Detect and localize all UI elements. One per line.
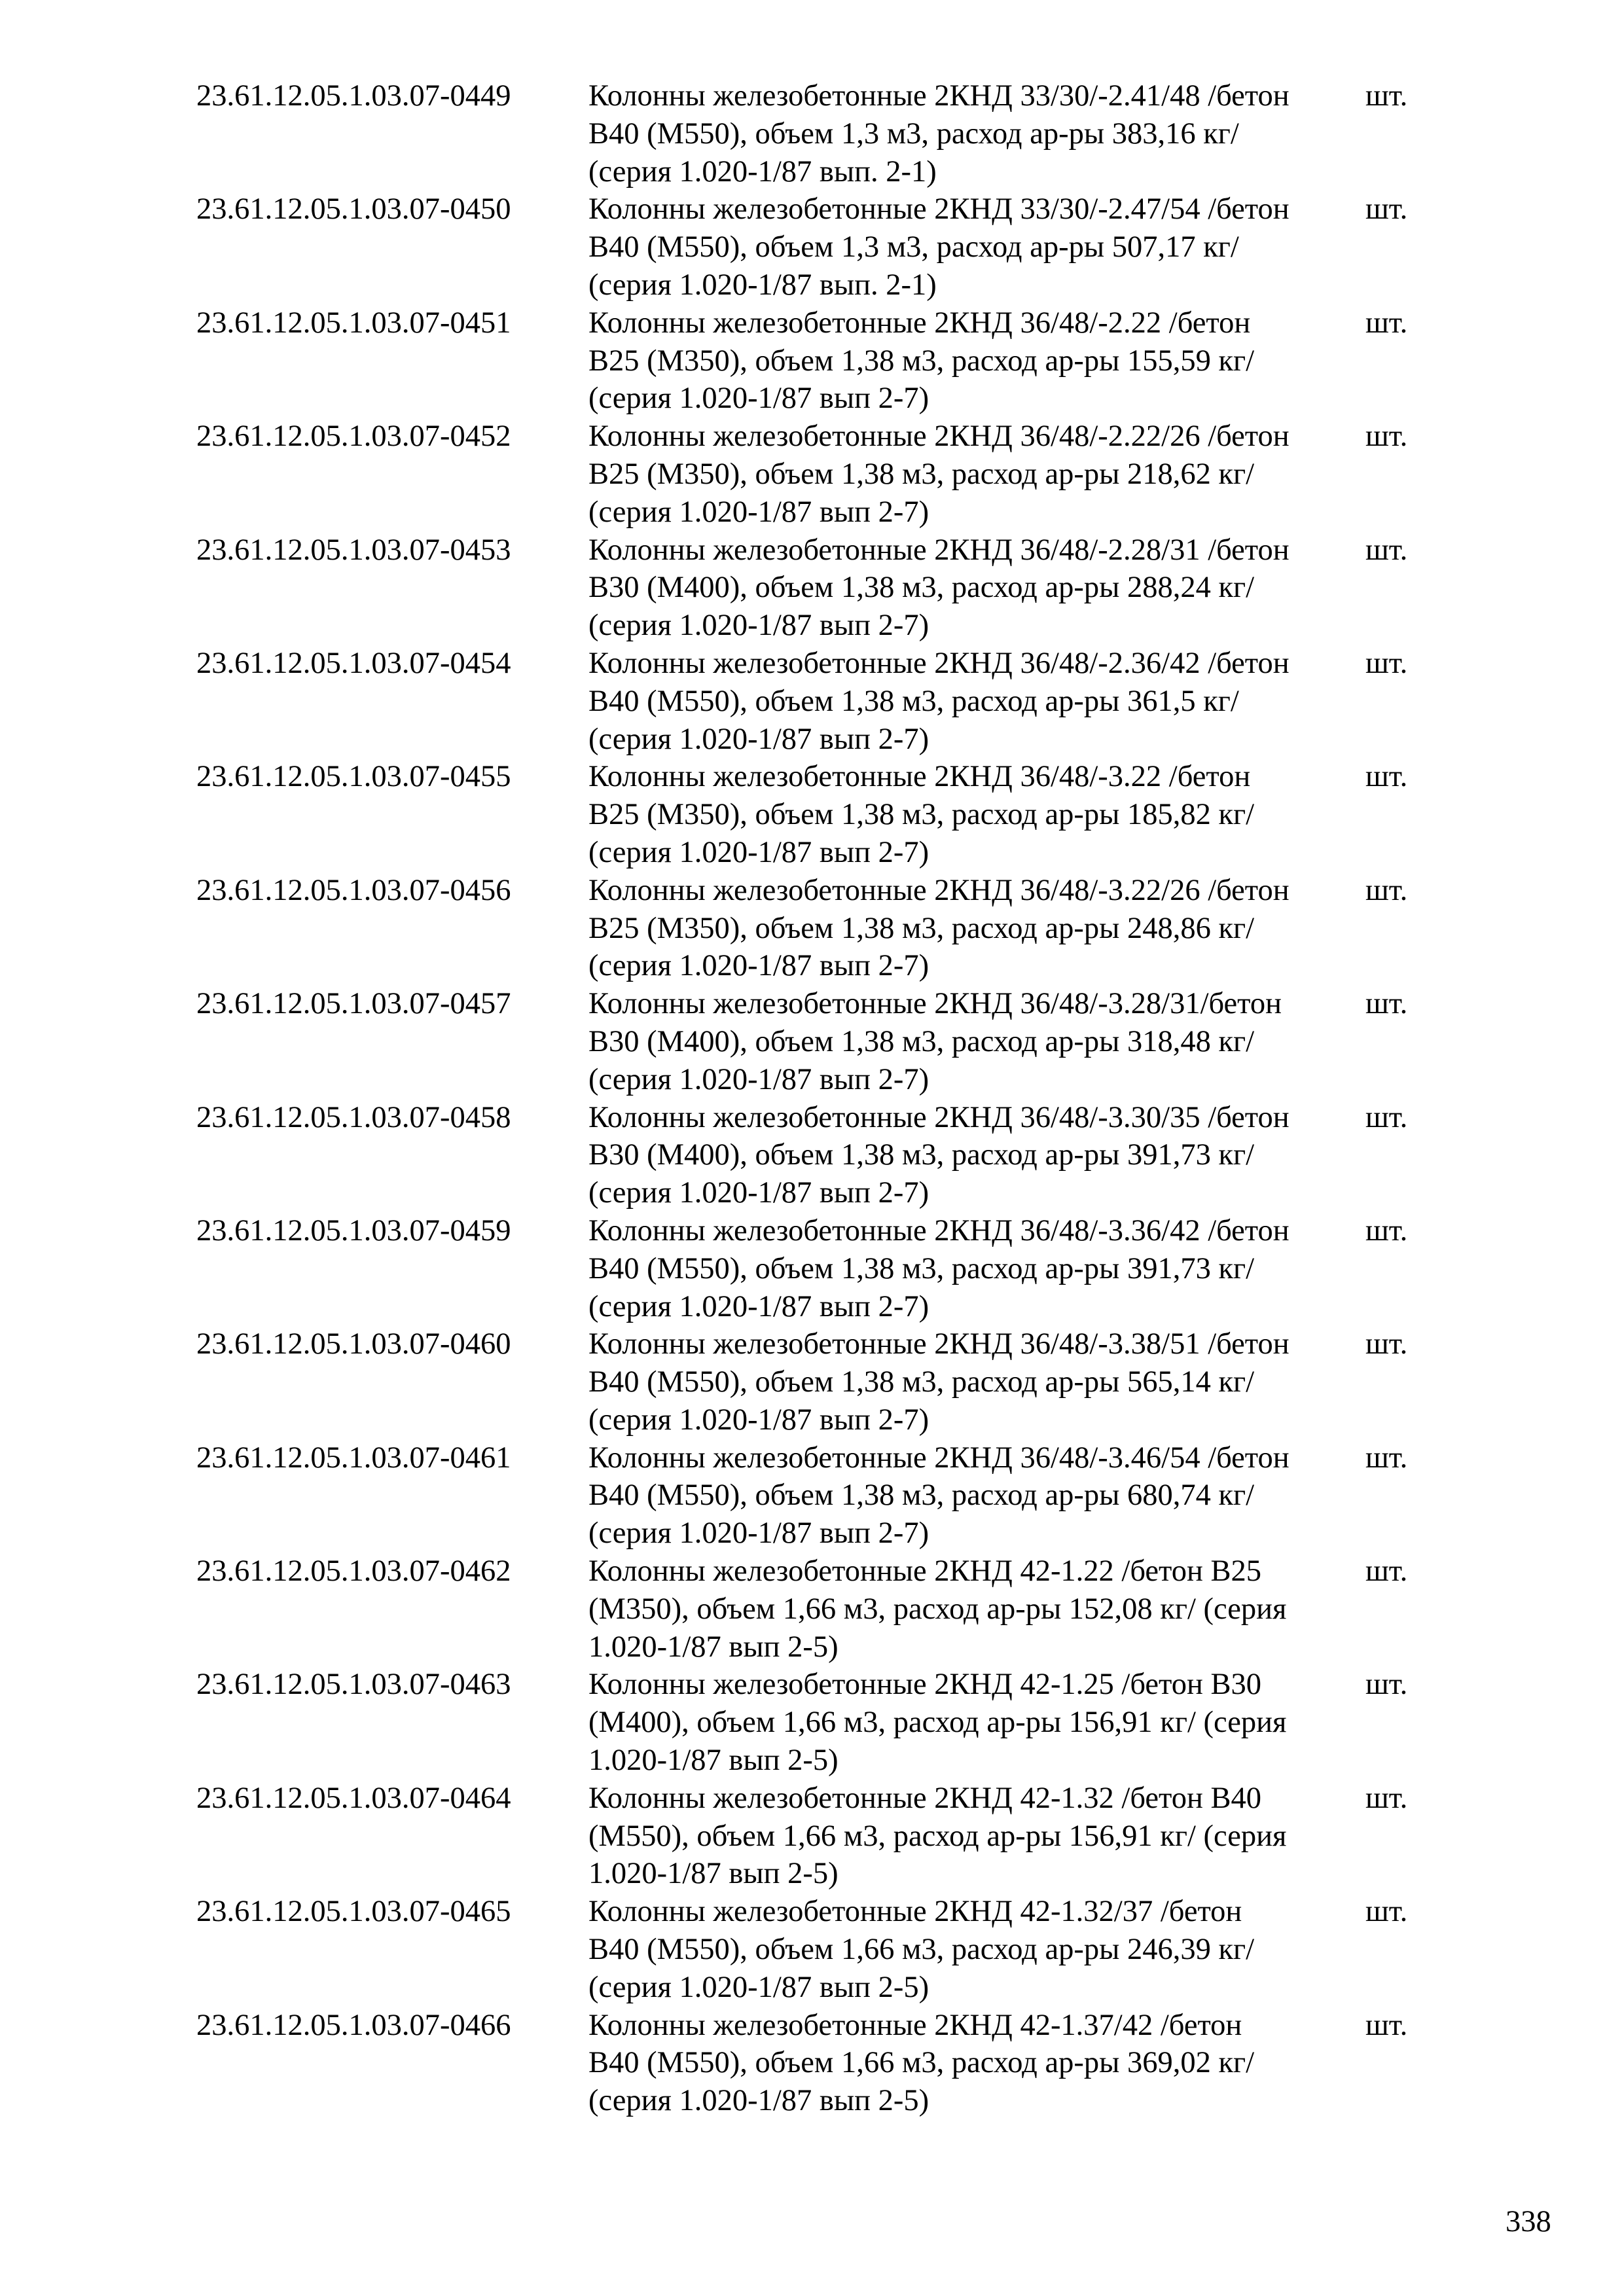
- entry-unit: шт.: [1365, 533, 1408, 567]
- description-line: Колонны железобетонные 2КНД 36/48/-3.36/42 /бетон: [588, 1213, 1290, 1247]
- entry-code: 23.61.12.05.1.03.07-0460: [196, 1327, 511, 1361]
- entry-unit: шт.: [1365, 987, 1408, 1021]
- catalog-entry: [196, 872, 1427, 985]
- entry-code: 23.61.12.05.1.03.07-0451: [196, 306, 511, 340]
- catalog-entry: [196, 1439, 1427, 1552]
- catalog-entries: [196, 77, 1427, 2120]
- description-line: (серия 1.020-1/87 вып 2-7): [588, 1516, 929, 1551]
- description-line: (М400), объем 1,66 м3, расход ар-ры 156,91 кг/ (серия: [588, 1706, 1287, 1740]
- description-line: Колонны железобетонные 2КНД 36/48/-3.46/54 /бетон: [588, 1441, 1290, 1475]
- entry-description: [588, 645, 1365, 758]
- catalog-entry: [196, 190, 1427, 304]
- entry-unit: шт.: [1365, 1441, 1408, 1475]
- description-line: (серия 1.020-1/87 вып 2-5): [588, 2084, 929, 2118]
- entry-unit: шт.: [1365, 760, 1408, 794]
- description-line: Колонны железобетонные 2КНД 36/48/-3.22 /бетон: [588, 760, 1251, 794]
- catalog-entry: [196, 304, 1427, 418]
- catalog-entry: [196, 1099, 1427, 1212]
- description-line: Колонны железобетонные 2КНД 33/30/-2.41/48 /бетон: [588, 79, 1290, 113]
- entry-description: [588, 304, 1365, 418]
- description-line: Колонны железобетонные 2КНД 42-1.32 /бетон В40: [588, 1781, 1262, 1815]
- description-line: Колонны железобетонные 2КНД 33/30/-2.47/54 /бетон: [588, 192, 1290, 226]
- entry-description: [588, 190, 1365, 304]
- catalog-entry: [196, 77, 1427, 190]
- entry-code: 23.61.12.05.1.03.07-0459: [196, 1213, 511, 1247]
- description-line: В30 (М400), объем 1,38 м3, расход ар-ры 391,73 кг/: [588, 1138, 1255, 1172]
- catalog-entry: [196, 1666, 1427, 1779]
- entry-unit: шт.: [1365, 1327, 1408, 1361]
- entry-description: [588, 872, 1365, 985]
- entry-code: 23.61.12.05.1.03.07-0462: [196, 1554, 511, 1588]
- entry-unit: шт.: [1365, 1213, 1408, 1247]
- description-line: (серия 1.020-1/87 вып 2-7): [588, 1403, 929, 1437]
- description-line: Колонны железобетонные 2КНД 36/48/-3.22/26 /бетон: [588, 873, 1290, 907]
- description-line: (серия 1.020-1/87 вып. 2-1): [588, 154, 937, 188]
- description-line: В40 (М550), объем 1,38 м3, расход ар-ры 361,5 кг/: [588, 684, 1239, 718]
- entry-description: [588, 531, 1365, 645]
- entry-description: [588, 1666, 1365, 1779]
- catalog-entry: [196, 1780, 1427, 1893]
- description-line: (серия 1.020-1/87 вып 2-7): [588, 495, 929, 529]
- entry-description: [588, 758, 1365, 871]
- catalog-entry: [196, 2007, 1427, 2120]
- catalog-entry: [196, 1893, 1427, 2006]
- entry-description: [588, 1099, 1365, 1212]
- description-line: Колонны железобетонные 2КНД 42-1.25 /бетон В30: [588, 1668, 1262, 1702]
- description-line: В25 (М350), объем 1,38 м3, расход ар-ры 218,62 кг/: [588, 457, 1255, 491]
- entry-unit: шт.: [1365, 1781, 1408, 1815]
- entry-code: 23.61.12.05.1.03.07-0454: [196, 646, 511, 680]
- entry-unit: шт.: [1365, 1668, 1408, 1702]
- entry-description: [588, 77, 1365, 190]
- entry-description: [588, 1212, 1365, 1325]
- description-line: В40 (М550), объем 1,38 м3, расход ар-ры 391,73 кг/: [588, 1251, 1255, 1285]
- entry-unit: шт.: [1365, 646, 1408, 680]
- entry-code: 23.61.12.05.1.03.07-0465: [196, 1895, 511, 1929]
- description-line: 1.020-1/87 вып 2-5): [588, 1744, 839, 1778]
- description-line: (серия 1.020-1/87 вып 2-7): [588, 1289, 929, 1323]
- entry-description: [588, 1439, 1365, 1552]
- description-line: Колонны железобетонные 2КНД 42-1.37/42 /бетон: [588, 2008, 1242, 2042]
- entry-code: 23.61.12.05.1.03.07-0461: [196, 1441, 511, 1475]
- description-line: Колонны железобетонные 2КНД 36/48/-2.28/31 /бетон: [588, 533, 1290, 567]
- description-line: Колонны железобетонные 2КНД 36/48/-3.28/31/бетон: [588, 987, 1282, 1021]
- entry-code: 23.61.12.05.1.03.07-0452: [196, 420, 511, 454]
- description-line: 1.020-1/87 вып 2-5): [588, 1857, 839, 1891]
- entry-unit: шт.: [1365, 1554, 1408, 1588]
- entry-description: [588, 1780, 1365, 1893]
- description-line: В25 (М350), объем 1,38 м3, расход ар-ры 185,82 кг/: [588, 798, 1255, 832]
- description-line: Колонны железобетонные 2КНД 36/48/-3.38/51 /бетон: [588, 1327, 1290, 1361]
- description-line: В40 (М550), объем 1,3 м3, расход ар-ры 507,17 кг/: [588, 230, 1239, 264]
- entry-description: [588, 2007, 1365, 2120]
- entry-unit: шт.: [1365, 2008, 1408, 2042]
- entry-code: 23.61.12.05.1.03.07-0450: [196, 192, 511, 226]
- description-line: Колонны железобетонные 2КНД 36/48/-2.22/26 /бетон: [588, 420, 1290, 454]
- description-line: В40 (М550), объем 1,66 м3, расход ар-ры 369,02 кг/: [588, 2046, 1255, 2080]
- description-line: (М350), объем 1,66 м3, расход ар-ры 152,08 кг/ (серия: [588, 1592, 1287, 1626]
- entry-description: [588, 1893, 1365, 2006]
- description-line: (серия 1.020-1/87 вып 2-7): [588, 835, 929, 869]
- catalog-entry: [196, 645, 1427, 758]
- description-line: В25 (М350), объем 1,38 м3, расход ар-ры 155,59 кг/: [588, 344, 1255, 378]
- entry-unit: шт.: [1365, 192, 1408, 226]
- entry-unit: шт.: [1365, 1895, 1408, 1929]
- entry-description: [588, 1325, 1365, 1439]
- entry-description: [588, 418, 1365, 531]
- catalog-entry: [196, 985, 1427, 1098]
- entry-code: 23.61.12.05.1.03.07-0458: [196, 1100, 511, 1134]
- description-line: (серия 1.020-1/87 вып 2-7): [588, 1062, 929, 1096]
- entry-unit: шт.: [1365, 79, 1408, 113]
- entry-code: 23.61.12.05.1.03.07-0449: [196, 79, 511, 113]
- entry-unit: шт.: [1365, 306, 1408, 340]
- description-line: (серия 1.020-1/87 вып 2-7): [588, 609, 929, 643]
- entry-description: [588, 985, 1365, 1098]
- entry-code: 23.61.12.05.1.03.07-0466: [196, 2008, 511, 2042]
- entry-unit: шт.: [1365, 420, 1408, 454]
- catalog-entry: [196, 1212, 1427, 1325]
- description-line: Колонны железобетонные 2КНД 36/48/-3.30/35 /бетон: [588, 1100, 1290, 1134]
- entry-code: 23.61.12.05.1.03.07-0457: [196, 987, 511, 1021]
- description-line: Колонны железобетонные 2КНД 42-1.22 /бетон В25: [588, 1554, 1262, 1588]
- entry-code: 23.61.12.05.1.03.07-0453: [196, 533, 511, 567]
- catalog-entry: [196, 418, 1427, 531]
- description-line: В40 (М550), объем 1,3 м3, расход ар-ры 383,16 кг/: [588, 117, 1239, 151]
- entry-code: 23.61.12.05.1.03.07-0455: [196, 760, 511, 794]
- description-line: (М550), объем 1,66 м3, расход ар-ры 156,91 кг/ (серия: [588, 1819, 1287, 1853]
- entry-description: [588, 1552, 1365, 1666]
- description-line: В40 (М550), объем 1,38 м3, расход ар-ры 565,14 кг/: [588, 1365, 1255, 1399]
- catalog-entry: [196, 1552, 1427, 1666]
- catalog-entry: [196, 758, 1427, 871]
- entry-code: 23.61.12.05.1.03.07-0463: [196, 1668, 511, 1702]
- description-line: Колонны железобетонные 2КНД 36/48/-2.22 /бетон: [588, 306, 1251, 340]
- description-line: В40 (М550), объем 1,66 м3, расход ар-ры 246,39 кг/: [588, 1933, 1255, 1967]
- entry-unit: шт.: [1365, 1100, 1408, 1134]
- description-line: В40 (М550), объем 1,38 м3, расход ар-ры 680,74 кг/: [588, 1479, 1255, 1513]
- description-line: (серия 1.020-1/87 вып. 2-1): [588, 268, 937, 302]
- description-line: В30 (М400), объем 1,38 м3, расход ар-ры 318,48 кг/: [588, 1024, 1255, 1058]
- description-line: (серия 1.020-1/87 вып 2-7): [588, 722, 929, 756]
- entry-unit: шт.: [1365, 873, 1408, 907]
- description-line: (серия 1.020-1/87 вып 2-7): [588, 1176, 929, 1210]
- description-line: 1.020-1/87 вып 2-5): [588, 1630, 839, 1664]
- page-number: 338: [1506, 2205, 1551, 2238]
- entry-code: 23.61.12.05.1.03.07-0456: [196, 873, 511, 907]
- description-line: (серия 1.020-1/87 вып 2-7): [588, 949, 929, 983]
- description-line: В25 (М350), объем 1,38 м3, расход ар-ры 248,86 кг/: [588, 911, 1255, 945]
- description-line: В30 (М400), объем 1,38 м3, расход ар-ры 288,24 кг/: [588, 571, 1255, 605]
- description-line: Колонны железобетонные 2КНД 42-1.32/37 /бетон: [588, 1895, 1242, 1929]
- description-line: (серия 1.020-1/87 вып 2-7): [588, 382, 929, 416]
- catalog-entry: [196, 1325, 1427, 1439]
- description-line: Колонны железобетонные 2КНД 36/48/-2.36/42 /бетон: [588, 646, 1290, 680]
- entry-code: 23.61.12.05.1.03.07-0464: [196, 1781, 511, 1815]
- description-line: (серия 1.020-1/87 вып 2-5): [588, 1970, 929, 2004]
- catalog-entry: [196, 531, 1427, 645]
